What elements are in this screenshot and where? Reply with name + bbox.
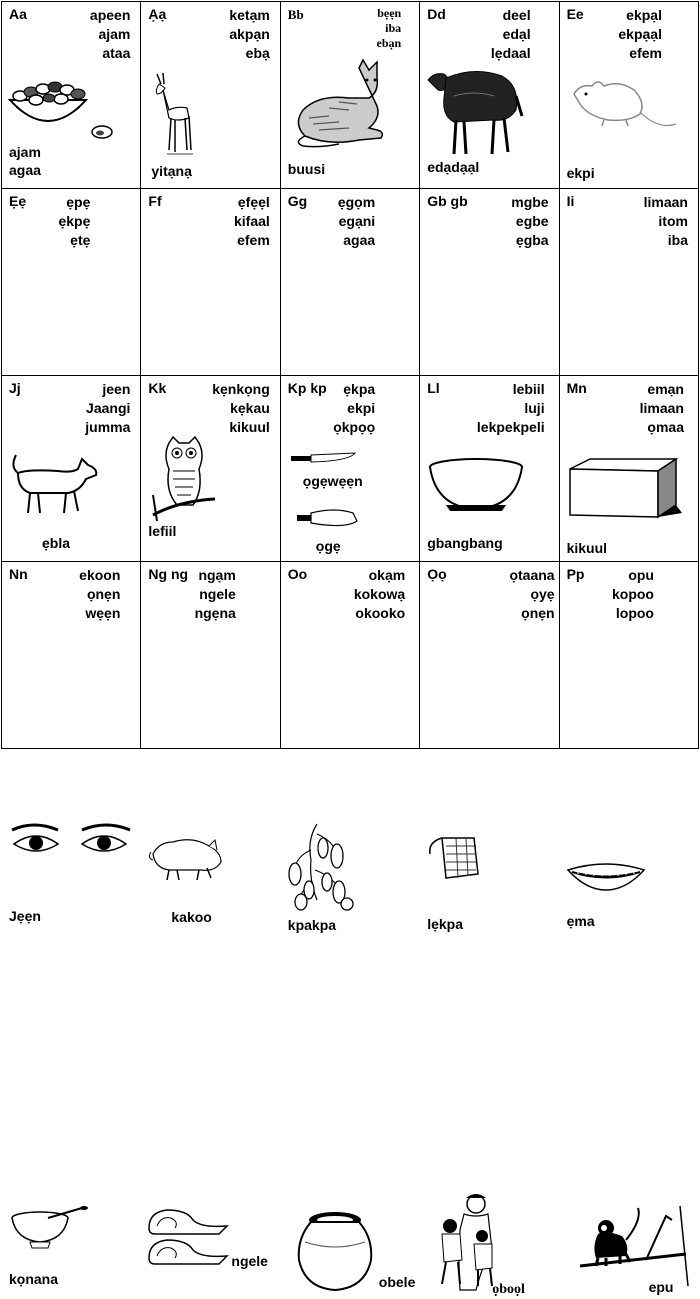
letter: Ẹẹ	[9, 192, 27, 209]
word-list	[644, 193, 688, 250]
caption: kakoo	[171, 908, 212, 925]
word: opu	[628, 567, 654, 584]
caption: ajam	[9, 144, 41, 160]
word: ekoon	[79, 567, 121, 584]
word: ọkpọọ	[333, 418, 376, 435]
letter: Aa	[9, 6, 27, 22]
word-list	[212, 380, 270, 437]
caption: lefiil	[148, 522, 177, 539]
caption: kikuul	[566, 539, 608, 556]
word-list	[85, 380, 130, 437]
letter: Oo	[287, 566, 308, 583]
word: ẹfẹẹl	[237, 193, 270, 210]
word: ngẹna	[194, 605, 236, 622]
word: lebiil	[512, 380, 545, 397]
peanuts-icon	[287, 820, 357, 910]
bag-icon	[426, 834, 482, 882]
antelope-icon	[147, 70, 197, 160]
word: kopoo	[611, 586, 654, 603]
word-list	[377, 6, 402, 51]
word: iba	[667, 231, 688, 248]
word: limaan	[643, 193, 688, 210]
word: ọtaana	[509, 567, 555, 584]
word-list	[618, 6, 662, 63]
word: ekpạl	[626, 7, 662, 23]
monkey-icon	[576, 1206, 696, 1286]
letter: Gg	[287, 192, 308, 209]
word: ẹkpẹ	[58, 212, 91, 229]
word: ọyẹ	[530, 586, 555, 603]
word: wẹẹn	[85, 605, 121, 622]
word: jumma	[85, 418, 131, 435]
letter: Ff	[148, 192, 162, 209]
word: apeen	[89, 7, 131, 23]
caption: ẹbla	[42, 534, 71, 551]
word: ọmaa	[647, 418, 684, 435]
word: limaan	[639, 399, 684, 416]
caption: agaa	[9, 162, 41, 178]
caption: edạdạạl	[427, 159, 480, 175]
word: ngele	[199, 586, 236, 603]
eyes-icon	[10, 822, 132, 862]
caption: ọgẹ	[315, 537, 341, 554]
word: egạni	[338, 212, 376, 229]
word: ebạ	[245, 45, 270, 61]
caption: ọboọl	[492, 1282, 525, 1298]
word: efem	[629, 45, 662, 61]
letter: Kk	[148, 379, 167, 396]
pig-icon	[149, 832, 225, 882]
word: itom	[658, 212, 688, 229]
letter: Kp kp	[287, 379, 327, 396]
groundnut-icon	[90, 124, 114, 140]
word-list	[229, 6, 269, 63]
clay-pot-icon	[295, 1208, 375, 1292]
word: luji	[524, 399, 545, 416]
word: ẹgọm	[337, 193, 376, 210]
letter: Ii	[566, 192, 575, 209]
word: kikuul	[229, 418, 270, 435]
word: kẹkau	[230, 399, 270, 416]
bowl-and-spoon-icon	[8, 1206, 88, 1250]
word-list	[477, 380, 545, 437]
word: ajam	[98, 26, 131, 42]
word-list	[90, 6, 130, 63]
letter: Gb gb	[427, 192, 468, 209]
cell-dd	[420, 2, 559, 189]
cell-a-dot	[141, 2, 280, 189]
caption: yitạnạ	[151, 163, 192, 179]
word: ẹgba	[515, 231, 549, 248]
cat-icon	[289, 58, 389, 150]
word: Jaangi	[86, 399, 131, 416]
letter: Mn	[566, 379, 587, 396]
word: efem	[237, 231, 270, 248]
word-list	[234, 193, 270, 250]
cell-ee	[560, 2, 699, 189]
rat-icon	[568, 70, 678, 140]
family-icon	[430, 1190, 500, 1294]
caption: Jẹẹn	[9, 907, 41, 924]
letter: Pp	[566, 566, 585, 583]
word: ketạm	[229, 7, 270, 23]
caption: buusi	[287, 161, 326, 177]
caption: gbangbang	[427, 534, 503, 551]
word-list	[612, 566, 654, 623]
letter: Nn	[9, 566, 28, 583]
word: okooko	[355, 605, 406, 622]
snails-icon	[147, 1206, 231, 1270]
word: ekpi	[347, 399, 376, 416]
word: akpạn	[229, 26, 270, 42]
letter: Ee	[566, 6, 584, 22]
word-list	[354, 566, 405, 623]
word: ekpạạl	[618, 26, 662, 42]
mouth-icon	[566, 860, 646, 894]
cell-bb	[281, 2, 420, 189]
word: lopoo	[615, 605, 654, 622]
word: okạm	[368, 567, 406, 584]
word: egbe	[515, 212, 549, 229]
caption: ngele	[231, 1253, 268, 1270]
word: ataa	[102, 45, 131, 61]
word-list	[491, 6, 531, 63]
word: emạn	[647, 380, 684, 397]
word: edạl	[502, 26, 531, 42]
letter: Dd	[427, 6, 446, 22]
word-list	[79, 566, 120, 623]
letter: Ll	[427, 379, 440, 396]
word: ẹkpa	[343, 380, 376, 397]
word: jeen	[102, 380, 131, 397]
word: ngạm	[198, 567, 236, 584]
word-list	[338, 193, 375, 250]
letter: Bb	[287, 7, 304, 22]
basket-of-groundnuts-icon	[6, 72, 96, 137]
word-list	[640, 380, 684, 437]
alphabet-chart	[1, 1, 699, 1298]
word: lẹdaal	[490, 45, 531, 61]
caption: obele	[378, 1274, 416, 1291]
word: ẹpẹ	[66, 193, 91, 210]
caption: ekpi	[566, 165, 595, 181]
word: ọnẹn	[86, 586, 121, 603]
letter: Jj	[9, 379, 21, 396]
word: mgbe	[511, 193, 549, 210]
word: ọnẹn	[521, 605, 555, 622]
caption: kpakpa	[287, 916, 337, 933]
caption: kọnana	[9, 1271, 59, 1288]
sheep-icon	[424, 66, 524, 158]
word: deel	[502, 7, 531, 23]
word: iba	[385, 21, 402, 35]
word: ẹtẹ	[70, 231, 91, 248]
word: lekpekpeli	[476, 418, 545, 435]
cell-aa	[2, 2, 141, 189]
word: bẹẹn	[377, 6, 402, 20]
caption: epu	[648, 1279, 674, 1296]
word: kokowạ	[353, 586, 406, 603]
caption: ẹma	[566, 912, 595, 929]
word-list	[195, 566, 236, 623]
word-list	[509, 566, 554, 623]
word: kifaal	[233, 212, 270, 229]
letter: Ạạ	[148, 6, 167, 22]
word: ebạn	[376, 36, 402, 50]
word-list	[511, 193, 548, 250]
word: agaa	[343, 231, 376, 248]
letter: Ng ng	[148, 566, 189, 583]
word: kẹnkọng	[212, 380, 270, 397]
caption: lẹkpa	[427, 915, 463, 932]
caption: ọgẹwẹẹn	[302, 472, 363, 489]
letter: Ọọ	[427, 566, 447, 583]
word-list	[333, 380, 375, 437]
word-list	[58, 193, 90, 250]
